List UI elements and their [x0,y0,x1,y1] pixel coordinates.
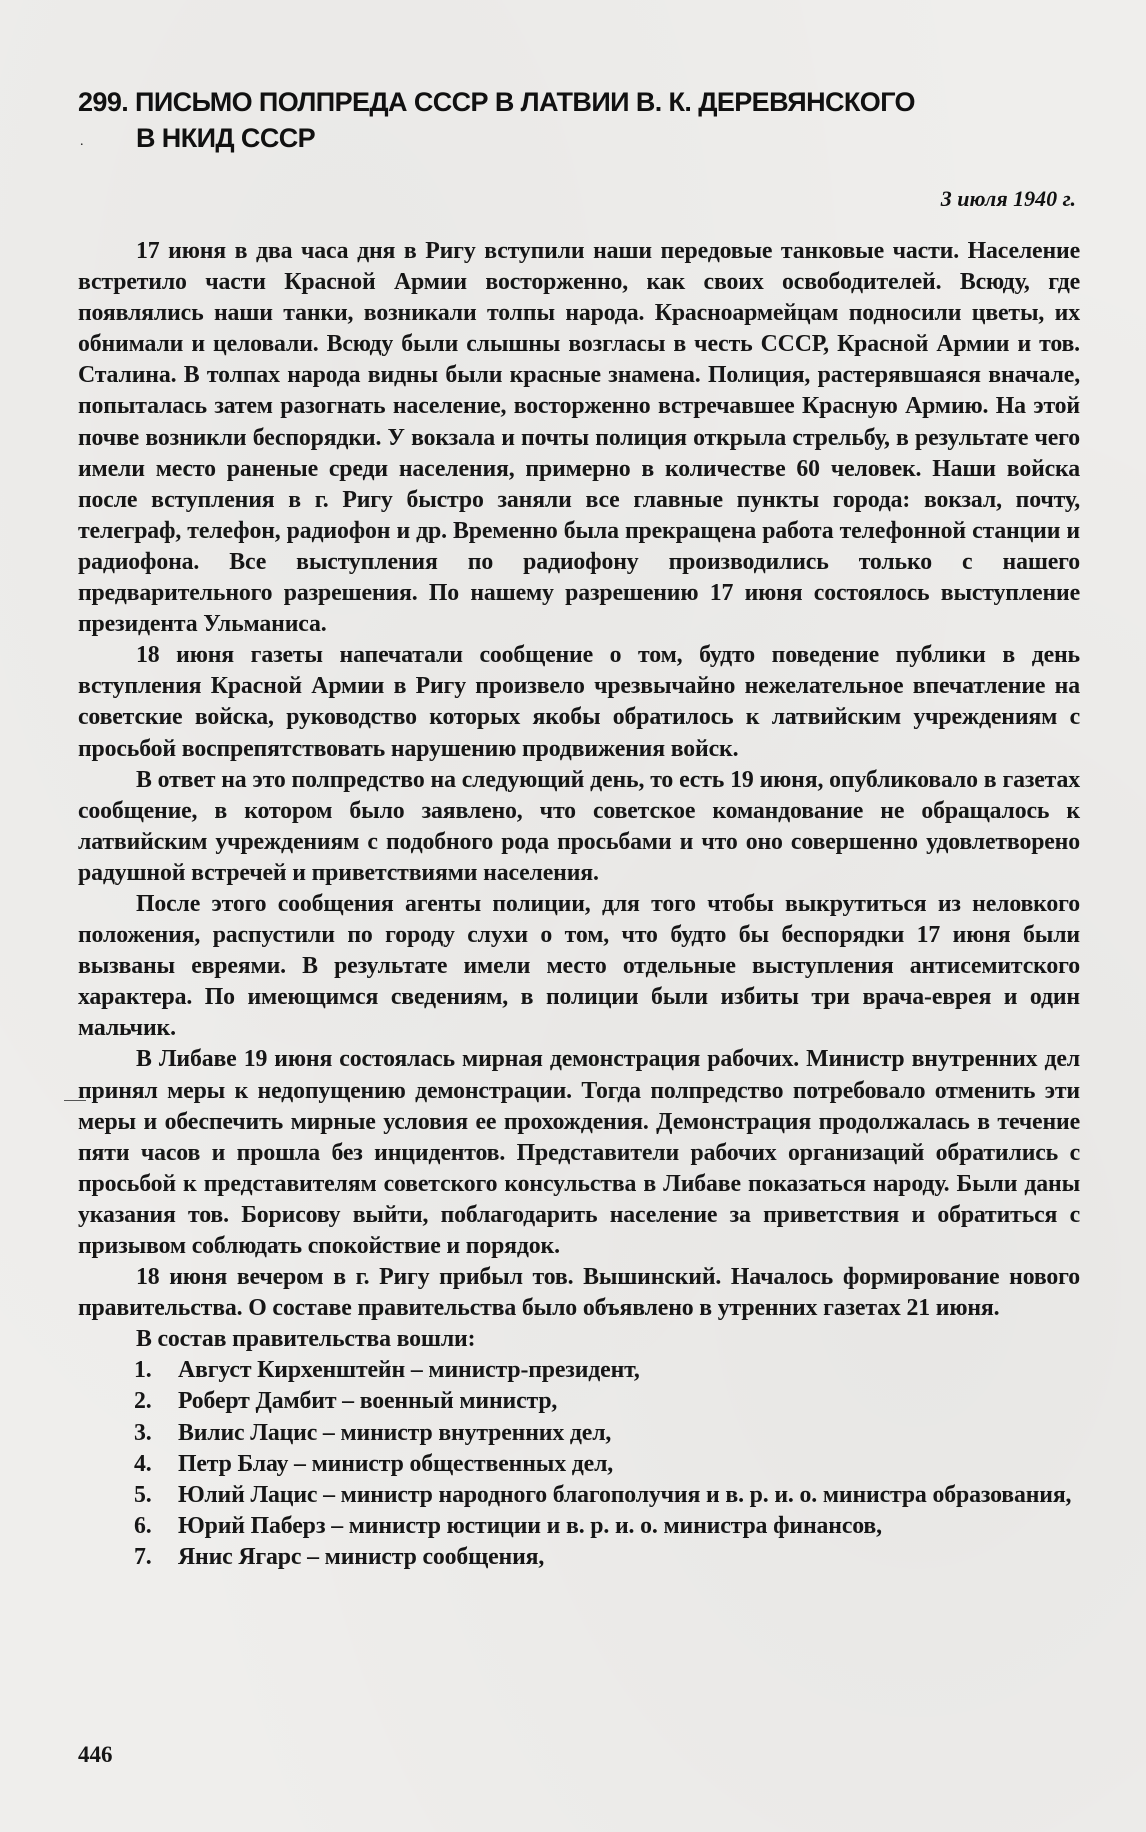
list-item [78,1418,1080,1449]
paragraph: 18 июня газеты напечатали сообщение о том, будто поведение публики в день вступления Красной Армии в Ригу произвело чрезвычайно нежелательное впечатление на советские войска, руководство которых якобы обратилось к латвийским учреждениям с просьбой воспрепятствовать нарушению продвижения войск. [78,642,1080,762]
document-date: 3 июля 1940 г. [940,186,1076,211]
paragraph: В ответ на это полпредство на следующий день, то есть 19 июня, опубликовало в газетах сообщение, в котором было заявлено, что советское командование не обращалось к латвийским учреждениям с подобного рода просьбами и что оно совершенно удовлетворено радушной встречей и приветствиями населения. [78,766,1080,886]
list-item-number: 1. [134,1357,152,1384]
list-item-number: 2. [134,1388,152,1415]
list-item-text: Август Кирхенштейн – министр-президент, [178,1357,640,1384]
list-item [78,1386,1080,1417]
list-item-number: 4. [134,1450,152,1477]
list-item [78,1480,1080,1511]
list-item-text: Янис Ягарс – министр сообщения, [178,1543,545,1570]
list-item-number: 7. [134,1543,152,1570]
list-item-number: 5. [134,1481,152,1508]
paragraph: После этого сообщения агенты полиции, для того чтобы выкрутиться из неловкого положения, распустили по городу слухи о том, что будто бы беспорядки 17 июня были вызваны евреями. В результате имели место отдельные выступления антисемитского характера. По имеющимся сведениям, в полиции были избиты три врача-еврея и один мальчик. [78,890,1080,1042]
list-item-text: Роберт Дамбит – военный министр, [178,1388,558,1415]
margin-dot: . [80,134,84,149]
list-item-number: 3. [134,1419,152,1446]
ministers-list [78,1355,1080,1573]
list-item [78,1449,1080,1480]
list-item-text: Юрий Паберз – министр юстиции и в. р. и. о. министра финансов, [178,1512,882,1539]
paragraph: В Либаве 19 июня состоялась мирная демонстрация рабочих. Министр внутренних дел принял меры к недопущению демонстрации. Тогда полпредство потребовало отменить эти меры и обеспечить мирные условия ее прохождения. Демонстрация продолжалась в течение пяти часов и прошла без инцидентов. Представители рабочих организаций обратились с просьбой к представителям советского консульства в Либаве показаться народу. Были даны указания тов. Борисову выйти, поблагодарить население за приветствия и обратиться с призывом соблюдать спокойствие и порядок. [78,1046,1080,1259]
list-intro: В состав правительства вошли: [136,1326,476,1353]
page-number: 446 [78,1742,113,1767]
list-item [78,1542,1080,1573]
list-item-number: 6. [134,1512,152,1539]
list-item-text: Петр Блау – министр общественных дел, [178,1450,614,1477]
list-item [78,1511,1080,1542]
list-item-text: Вилис Лацис – министр внутренних дел, [178,1419,612,1446]
paragraph: 17 июня в два часа дня в Ригу вступили наши передовые танковые части. Население встретило части Красной Армии восторженно, как своих освободителей. Всюду, где появлялись наши танки, возникали толпы народа. Красноармейцам подносили цветы, их обнимали и целовали. Всюду были слышны возгласы в честь СССР, Красной Армии и тов. Сталина. В толпах народа видны были красные знамена. Полиция, растерявшаяся вначале, попыталась затем разогнать население, восторженно встречавшее Красную Армию. На этой почве возникли беспорядки. У вокзала и почты полиция открыла стрельбу, в результате чего имели место раненые среди населения, примерно в количестве 60 человек. Наши войска после вступления в г. Ригу быстро заняли все главные пункты города: вокзал, почту, телеграф, телефон, радиофон и др. Временно была прекращена работа телефонной станции и радиофона. Все выступления по радиофону производились только с нашего предварительного разрешения. По нашему разрешению 17 июня состоялось выступление президента Ульманиса. [78,238,1080,638]
paragraph: 18 июня вечером в г. Ригу прибыл тов. Вышинский. Началось формирование нового правительства. О составе правительства было объявлено в утренних газетах 21 июня. [78,1264,1080,1322]
document-body [78,236,1080,1573]
document-title [78,84,1078,156]
title-line-2: В НКИД СССР [136,123,316,153]
title-line-1: 299. ПИСЬМО ПОЛПРЕДА СССР В ЛАТВИИ В. К. ДЕРЕВЯНСКОГО [78,87,915,117]
list-item-text: Юлий Лацис – министр народного благополучия и в. р. и. о. министра образования, [178,1481,1072,1508]
list-item [78,1355,1080,1386]
